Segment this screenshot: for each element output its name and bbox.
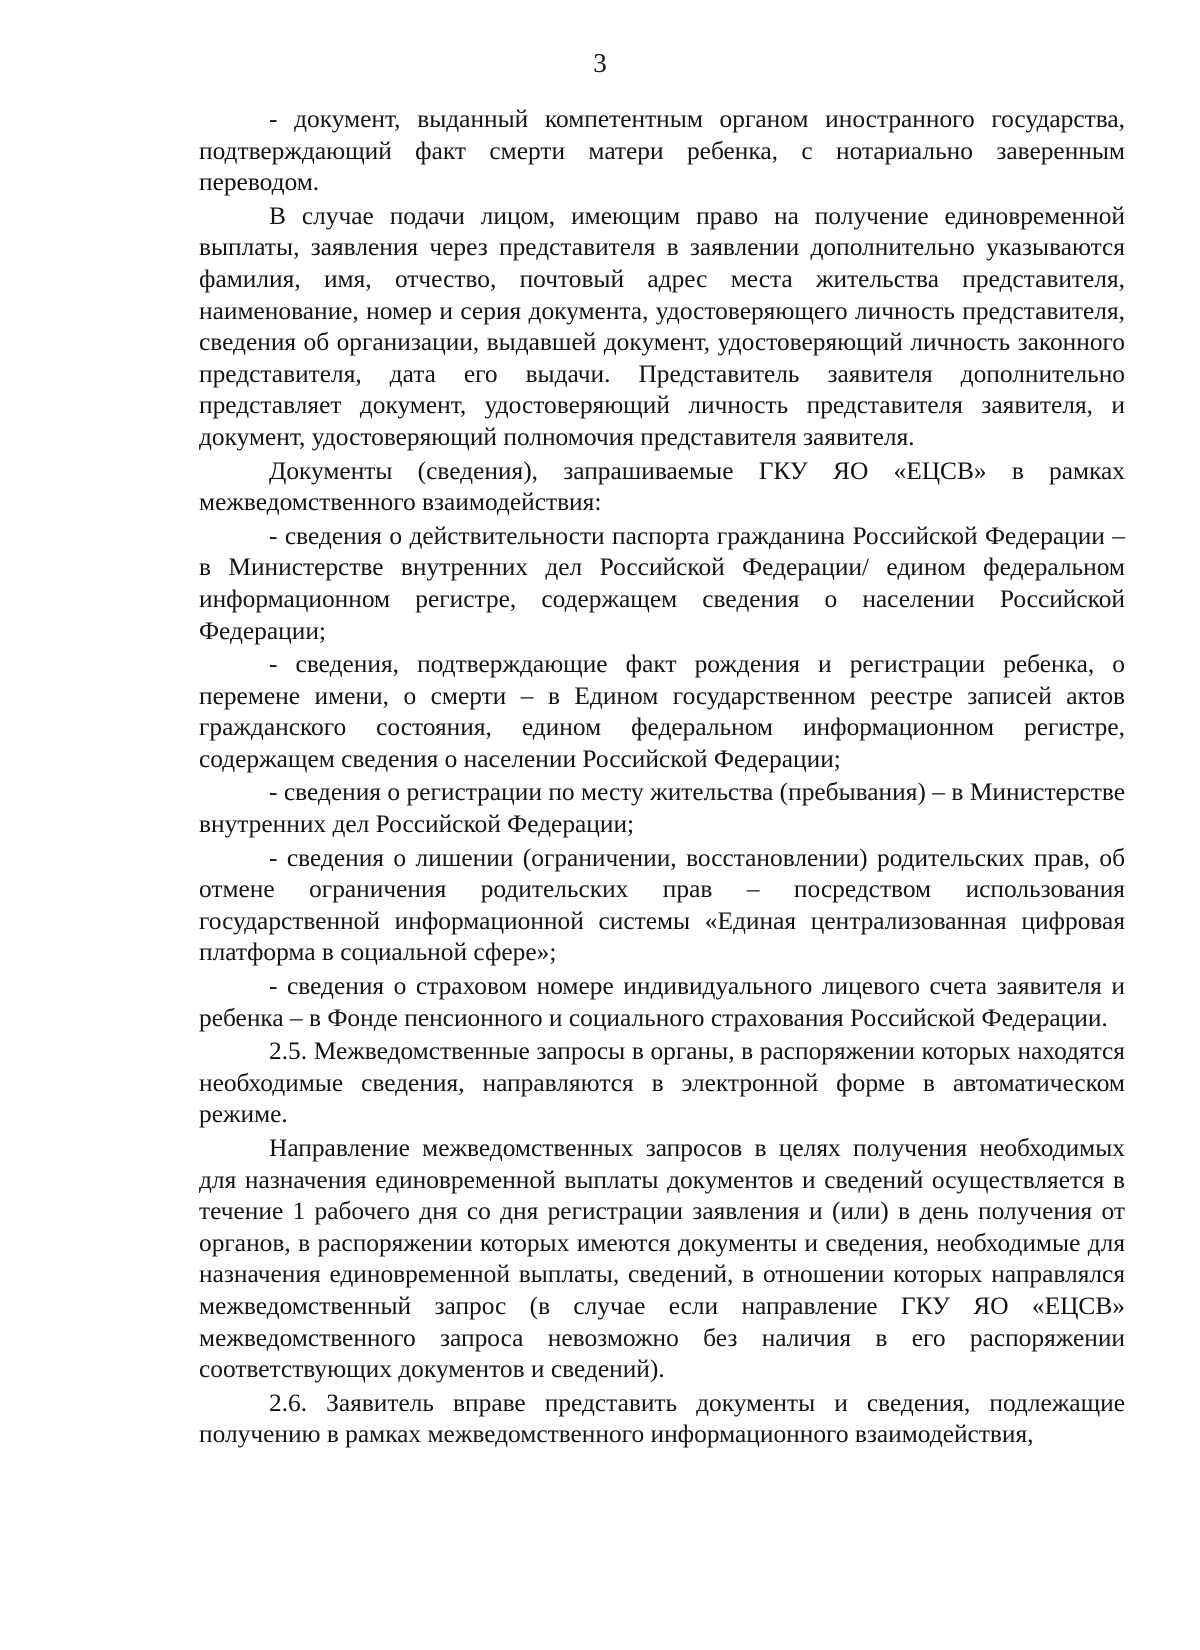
paragraph-interagency-documents: Документы (сведения), запрашиваемые ГКУ ЯО «ЕЦСВ» в рамках межведомственного взаимодействия: [199, 456, 1125, 517]
paragraph-parental-rights: - сведения о лишении (ограничении, восстановлении) родительских прав, об отмене ограничения родительских прав – посредством использования государственной информационной системы «Единая централизованная цифровая платформа в социальной сфере»; [199, 843, 1125, 967]
page-number: 3 [593, 48, 607, 78]
paragraph-2-5: 2.5. Межведомственные запросы в органы, в распоряжении которых находятся необходимые сведения, направляются в электронной форме в автоматическом режиме. [199, 1037, 1125, 1129]
paragraph-snils: - сведения о страховом номере индивидуального лицевого счета заявителя и ребенка – в Фонде пенсионного и социального страхования Российской Федерации. [199, 972, 1125, 1032]
document-body [199, 104, 1125, 1451]
paragraph-passport-validity: - сведения о действительности паспорта гражданина Российской Федерации – в Министерстве внутренних дел Российской Федерации/ едином федеральном информационном регистре, содержащем сведения о населении Российской Федерации; [199, 521, 1125, 645]
paragraph-birth-registration: - сведения, подтверждающие факт рождения и регистрации ребенка, о перемене имени, о смерти – в Едином государственном реестре записей актов гражданского состояния, едином федеральном информационном регистре, содержащем сведения о населении Российской Федерации; [199, 650, 1125, 773]
paragraph-representative: В случае подачи лицом, имеющим право на получение единовременной выплаты, заявления через представителя в заявлении дополнительно указываются фамилия, имя, отчество, почтовый адрес места жительства представителя, наименование, номер и серия документа, удостоверяющего личность представителя, сведения об организации, выдавшей документ, удостоверяющий личность законного представителя, дата его выдачи. Представитель заявителя дополнительно представляет документ, удостоверяющий личность представителя заявителя, и документ, удостоверяющий полномочия представителя заявителя. [199, 201, 1125, 451]
paragraph-2-6: 2.6. Заявитель вправе представить документы и сведения, подлежащие получению в рамках межведомственного информационного взаимодействия, [199, 1388, 1125, 1449]
paragraph-request-timing: Направление межведомственных запросов в целях получения необходимых для назначения единовременной выплаты документов и сведений осуществляется в течение 1 рабочего дня со дня регистрации заявления и (или) в день получения от органов, в распоряжении которых имеются документы и сведения, необходимые для назначения единовременной выплаты, сведений, в отношении которых направлялся межведомственный запрос (в случае если направление ГКУ ЯО «ЕЦСВ» межведомственного запроса невозможно без наличия в его распоряжении соответствующих документов и сведений). [199, 1134, 1125, 1384]
paragraph-foreign-death-document: - документ, выданный компетентным органом иностранного государства, подтверждающий факт смерти матери ребенка, с нотариально заверенным переводом. [199, 105, 1125, 197]
paragraph-residence-registration: - сведения о регистрации по месту жительства (пребывания) – в Министерстве внутренних дел Российской Федерации; [199, 778, 1125, 839]
